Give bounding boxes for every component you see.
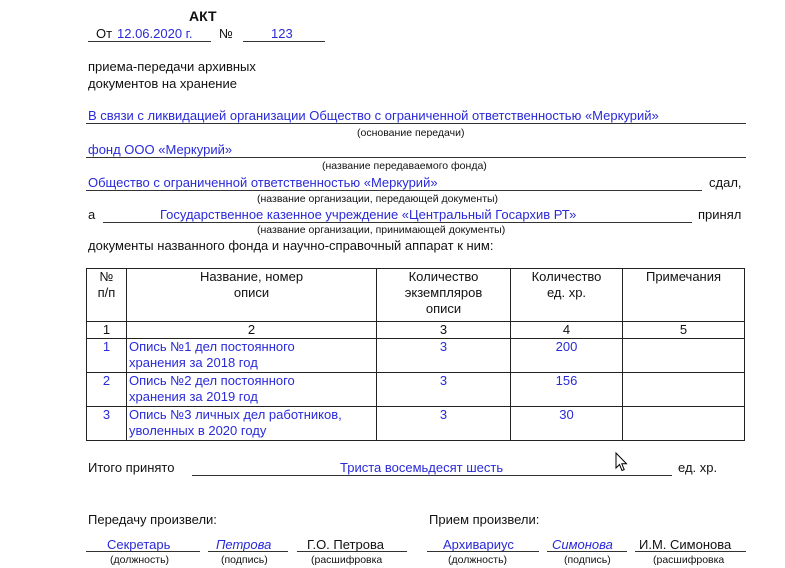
transfer-signature-field[interactable]: Петрова	[216, 537, 272, 552]
document-title: АКТ	[189, 8, 217, 24]
transfer-position-field[interactable]: Секретарь	[107, 537, 171, 552]
receive-position-caption: (должность)	[448, 554, 508, 566]
documents-table	[86, 268, 745, 441]
fond-caption: (название передаваемого фонда)	[322, 160, 487, 172]
row-copies[interactable]: 3	[377, 407, 511, 441]
intro-text: документы названного фонда и научно-справочный аппарат к ним:	[88, 238, 494, 253]
row-units[interactable]: 30	[511, 407, 623, 441]
total-underline	[192, 475, 672, 476]
header-units: Количество ед. хр.	[511, 269, 623, 322]
basis-caption: (основание передачи)	[357, 127, 465, 139]
transfer-name-caption: (расшифровка	[311, 554, 383, 566]
receiver-underline	[103, 222, 692, 223]
transfer-signature-caption: (подпись)	[221, 554, 268, 566]
row-copies[interactable]: 3	[377, 339, 511, 373]
date-field[interactable]: 12.06.2020 г.	[117, 26, 193, 41]
sender-suffix: сдал,	[709, 175, 742, 190]
sender-underline	[86, 190, 702, 191]
date-underline	[88, 41, 211, 42]
total-suffix: ед. хр.	[678, 460, 718, 475]
row-units[interactable]: 156	[511, 373, 623, 407]
basis-field[interactable]: В связи с ликвидацией организации Общество с ограниченной ответственностью «Меркурий»	[88, 108, 659, 123]
transfer-position-underline	[86, 551, 200, 552]
receiver-field[interactable]: Государственное казенное учреждение «Центральный Госархив РТ»	[160, 207, 577, 222]
receive-name-field[interactable]: И.М. Симонова	[639, 537, 732, 552]
row-name[interactable]: Опись №2 дел постоянного хранения за 2019 год	[127, 373, 377, 407]
receiver-suffix: принял	[698, 207, 742, 222]
table-row	[87, 339, 745, 373]
table-header-row	[87, 269, 745, 322]
index-cell: 2	[127, 322, 377, 339]
transfer-name-underline	[297, 551, 407, 552]
row-units[interactable]: 200	[511, 339, 623, 373]
header-name: Название, номер описи	[127, 269, 377, 322]
transfer-name-field[interactable]: Г.О. Петрова	[307, 537, 384, 552]
row-notes[interactable]	[623, 373, 745, 407]
receive-name-underline	[635, 551, 746, 552]
index-cell: 1	[87, 322, 127, 339]
header-copies: Количество экземпляров описи	[377, 269, 511, 322]
receiver-prefix: а	[88, 207, 96, 222]
header-num: № п/п	[87, 269, 127, 322]
index-cell: 3	[377, 322, 511, 339]
row-num[interactable]: 2	[87, 373, 127, 407]
basis-underline	[86, 123, 746, 124]
fond-field[interactable]: фонд ООО «Меркурий»	[88, 142, 233, 157]
row-name[interactable]: Опись №1 дел постоянного хранения за 2018 год	[127, 339, 377, 373]
row-num[interactable]: 1	[87, 339, 127, 373]
receive-signature-caption: (подпись)	[564, 554, 611, 566]
mouse-pointer-icon	[615, 452, 629, 472]
subtitle-line2: документов на хранение	[88, 76, 237, 91]
subtitle-line1: приема-передачи архивных	[88, 59, 256, 74]
transfer-label: Передачу произвели:	[88, 512, 217, 527]
receive-position-field[interactable]: Архивариус	[443, 537, 514, 552]
number-underline	[243, 41, 325, 42]
receive-position-underline	[427, 551, 539, 552]
row-notes[interactable]	[623, 407, 745, 441]
receive-label: Прием произвели:	[429, 512, 540, 527]
total-field[interactable]: Триста восемьдесят шесть	[340, 460, 504, 475]
fond-underline	[86, 157, 746, 158]
number-field[interactable]: 123	[271, 26, 293, 41]
receive-signature-field[interactable]: Симонова	[552, 537, 613, 552]
date-prefix: От	[96, 26, 113, 41]
transfer-position-caption: (должность)	[110, 554, 170, 566]
table-row	[87, 407, 745, 441]
table-index-row	[87, 322, 745, 339]
sender-field[interactable]: Общество с ограниченной ответственностью «Меркурий»	[88, 175, 438, 190]
row-num[interactable]: 3	[87, 407, 127, 441]
index-cell: 5	[623, 322, 745, 339]
total-label: Итого принято	[88, 460, 175, 475]
receive-signature-underline	[547, 551, 627, 552]
receive-name-caption: (расшифровка	[653, 554, 725, 566]
header-notes: Примечания	[623, 269, 745, 322]
table-row	[87, 373, 745, 407]
index-cell: 4	[511, 322, 623, 339]
sender-caption: (название организации, передающей документы)	[257, 193, 499, 205]
number-label: №	[219, 26, 233, 41]
row-name[interactable]: Опись №3 личных дел работников, уволенных в 2020 году	[127, 407, 377, 441]
transfer-signature-underline	[208, 551, 288, 552]
receiver-caption: (название организации, принимающей документы)	[257, 224, 506, 236]
row-notes[interactable]	[623, 339, 745, 373]
row-copies[interactable]: 3	[377, 373, 511, 407]
